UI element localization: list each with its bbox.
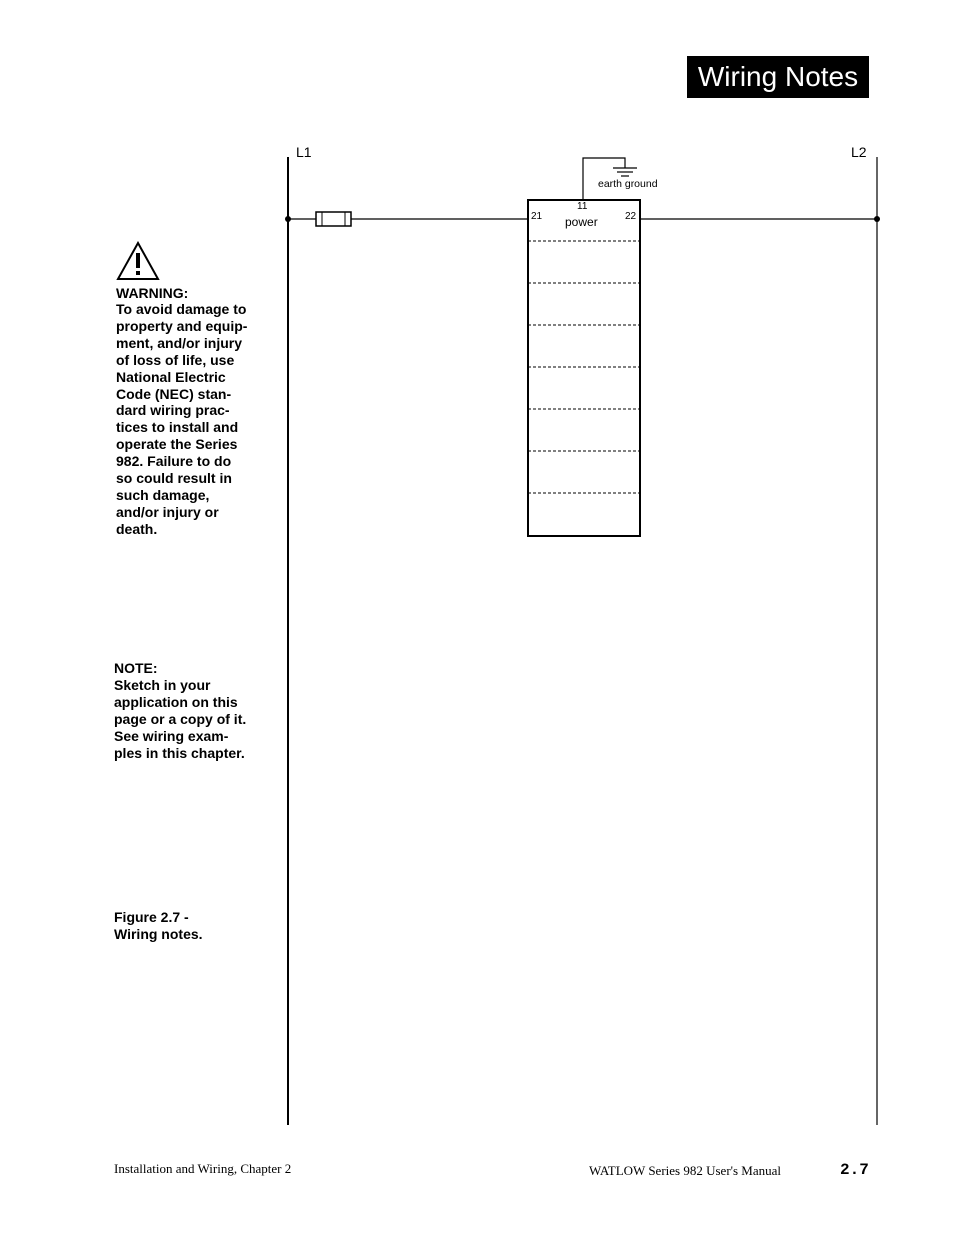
warning-title: WARNING: (116, 285, 189, 301)
earth-ground-label: earth ground (598, 178, 658, 190)
warning-body: To avoid damage to property and equip- ment, and/or injury of loss of life, use National Electric Code (NEC) stan- dard wiring prac- tices to install and operate the Series 982. Failure to do so could result in such damage, and/or injury or death. (116, 301, 248, 537)
l2-label: L2 (851, 144, 867, 160)
terminal-22-label: 22 (625, 211, 637, 222)
note-title: NOTE: (114, 660, 158, 676)
fuse-icon (316, 212, 351, 226)
figure-caption: Figure 2.7 - Wiring notes. (114, 909, 203, 942)
terminal-21-label: 21 (531, 211, 543, 222)
l1-label: L1 (296, 144, 312, 160)
warning-icon (116, 241, 160, 281)
note-body: Sketch in your application on this page or a copy of it. See wiring exam- ples in this chapter. (114, 677, 247, 761)
terminal-11-label: 11 (577, 201, 588, 212)
footer-manual-title: WATLOW Series 982 User's Manual (589, 1163, 782, 1178)
footer-chapter: Installation and Wiring, Chapter 2 (114, 1161, 292, 1176)
page-number: 2.7 (840, 1161, 869, 1179)
power-label: power (565, 215, 598, 229)
terminal-block (528, 200, 640, 536)
earth-ground-icon (613, 168, 637, 176)
page-title: Wiring Notes (687, 56, 869, 98)
